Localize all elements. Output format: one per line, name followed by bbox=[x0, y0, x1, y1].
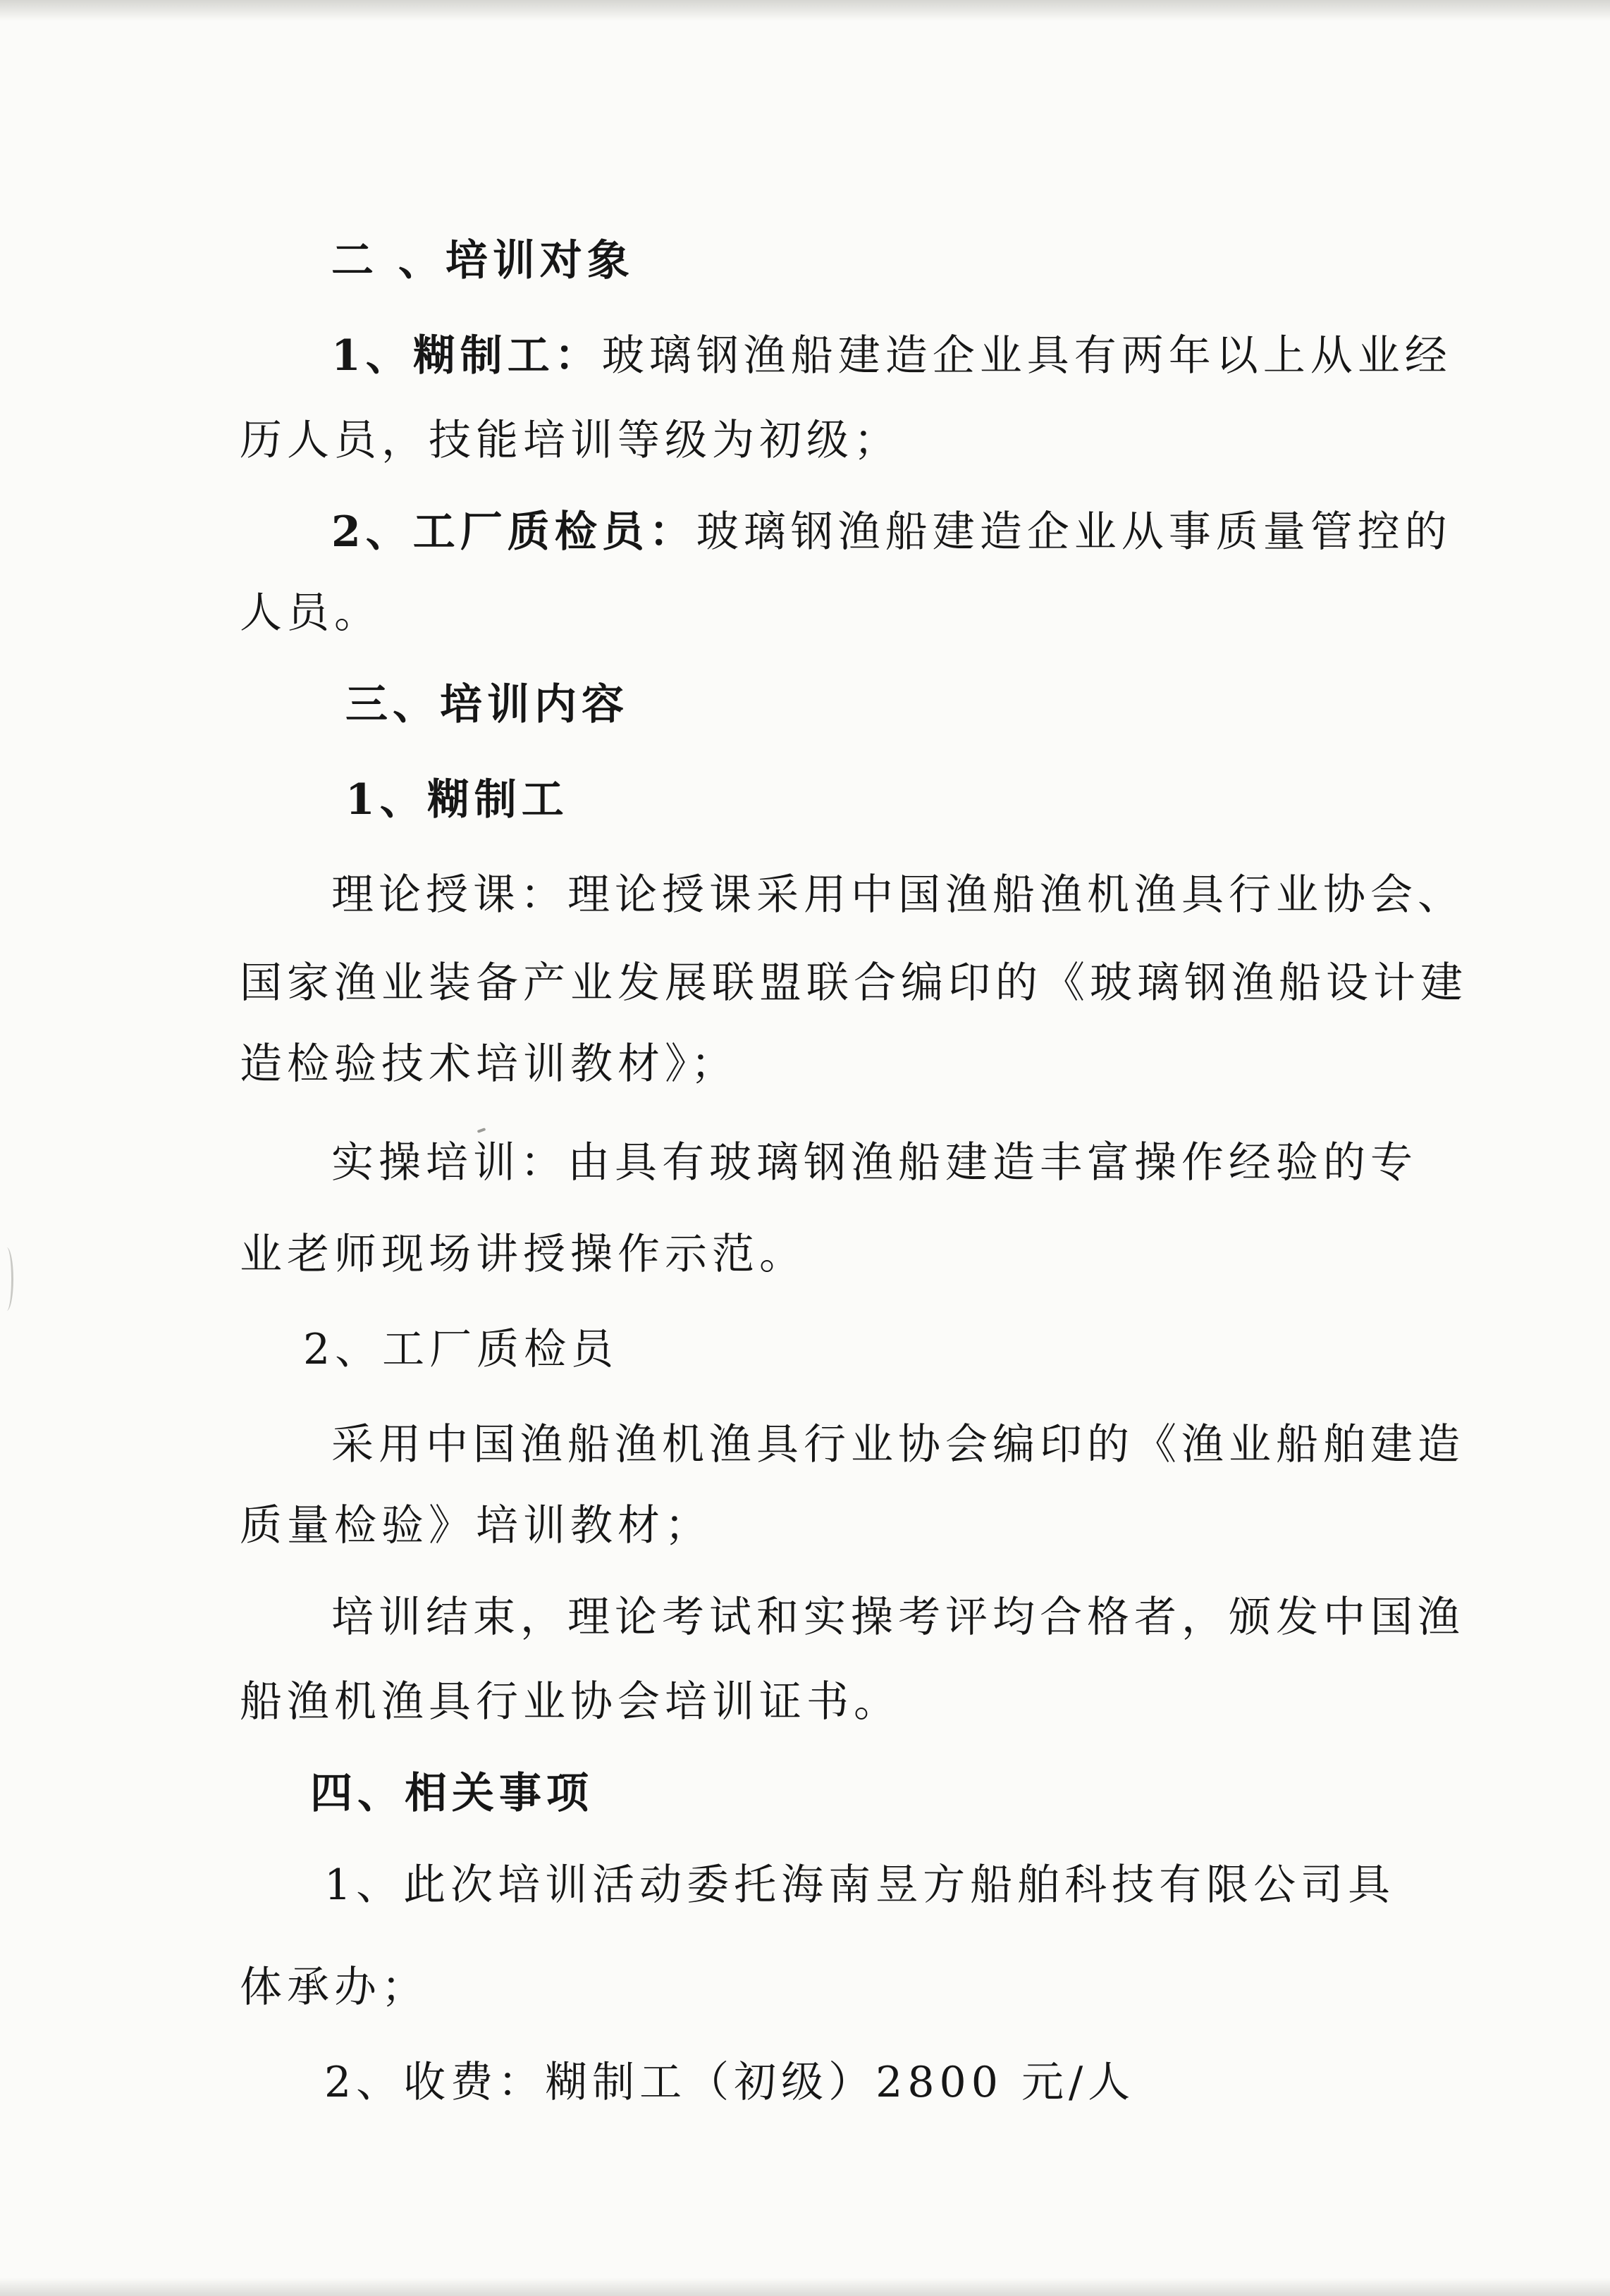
section-3-paragraph-1-line-3: 造检验技术培训教材》； bbox=[240, 1039, 738, 1089]
section-3-paragraph-4-line-2: 船渔机渔具行业协会培训证书。 bbox=[240, 1677, 901, 1727]
section-3-paragraph-2-line-2: 业老师现场讲授操作示范。 bbox=[240, 1230, 806, 1279]
section-3-title: 三、培训内容 bbox=[345, 680, 629, 729]
section-3-paragraph-1-line-2: 国家渔业装备产业发展联盟联合编印的《玻璃钢渔船设计建 bbox=[240, 958, 1468, 1008]
scan-edge-top bbox=[0, 0, 1610, 21]
section-2-item-1-text: 玻璃钢渔船建造企业具有两年以上从业经 bbox=[601, 331, 1452, 381]
scan-edge-bottom bbox=[0, 2278, 1610, 2296]
section-2-item-2 bbox=[331, 504, 1452, 560]
section-3-subtitle-2: 2、工厂质检员 bbox=[303, 1325, 619, 1374]
section-3-paragraph-1-line-1: 理论授课：理论授课采用中国渔船渔机渔具行业协会、 bbox=[331, 870, 1465, 920]
section-4-paragraph-1-line-1: 1、此次培训活动委托海南昱方船舶科技有限公司具 bbox=[324, 1860, 1396, 1910]
section-3-subtitle-1: 1、糊制工 bbox=[345, 775, 569, 825]
section-3-paragraph-3-line-2: 质量检验》培训教材； bbox=[240, 1501, 712, 1550]
section-3-paragraph-3-line-1: 采用中国渔船渔机渔具行业协会编印的《渔业船舶建造 bbox=[331, 1420, 1465, 1469]
section-2-item-2-label: 2、工厂质检员： bbox=[331, 507, 696, 557]
section-4-paragraph-1-line-2: 体承办； bbox=[240, 1963, 429, 2012]
section-2-item-2-continued: 人员。 bbox=[240, 588, 381, 638]
scan-speck bbox=[477, 1128, 486, 1133]
section-2-title: 二 、培训对象 bbox=[331, 236, 634, 285]
section-4-title: 四、相关事项 bbox=[310, 1769, 594, 1818]
section-3-paragraph-2-line-1: 实操培训：由具有玻璃钢渔船建造丰富操作经验的专 bbox=[331, 1138, 1418, 1187]
section-4-paragraph-2-line-1: 2、收费：糊制工（初级）2800 元/人 bbox=[324, 2058, 1136, 2107]
section-3-paragraph-4-line-1: 培训结束，理论考试和实操考评均合格者，颁发中国渔 bbox=[331, 1593, 1465, 1642]
scan-punch-mark bbox=[0, 1247, 13, 1311]
section-2-item-1-label: 1、糊制工： bbox=[331, 331, 602, 381]
section-2-item-1-continued: 历人员，技能培训等级为初级； bbox=[240, 416, 901, 465]
section-2-item-1 bbox=[331, 328, 1452, 384]
section-2-item-2-text: 玻璃钢渔船建造企业从事质量管控的 bbox=[696, 507, 1452, 557]
